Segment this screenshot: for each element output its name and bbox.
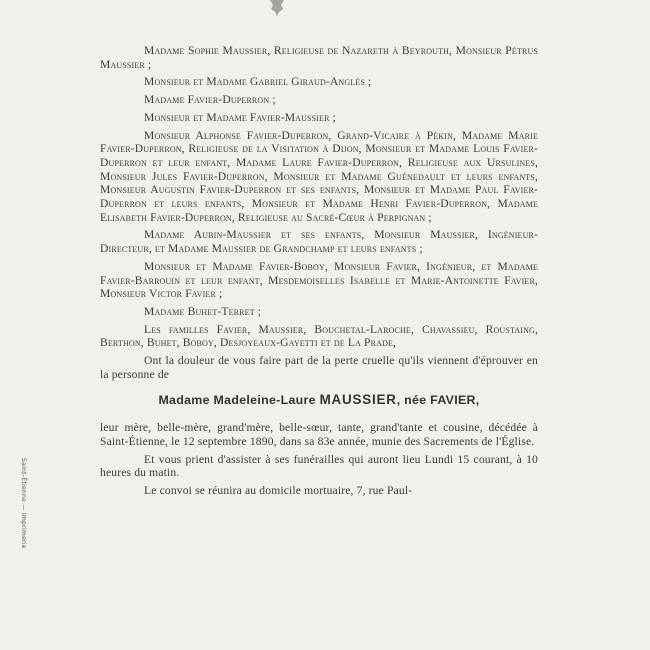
paragraph: leur mère, belle-mère, grand'mère, belle-sœur, tante, grand'tante et cousine, décédée à Saint-Étienne, le 12 septembre 1890, dans sa 83e année, munie des Sacrements de l'Église. xyxy=(100,421,538,448)
paragraph: Monsieur et Madame Favier-Boboy, Monsieur Favier, Ingénieur, et Madame Favier-Barrouin et leur enfant, Mesdemoiselles Isabelle et Marie-Antoinette Favier, Monsieur Victor Favier ; xyxy=(100,259,538,301)
paragraph: Monsieur et Madame Gabriel Giraud-Anglès ; xyxy=(144,75,372,89)
paragraph: Le convoi se réunira au domicile mortuaire, 7, rue Paul- xyxy=(144,483,413,497)
paragraph: Ont la douleur de vous faire part de la perte cruelle qu'ils viennent d'éprouver en la personne de xyxy=(100,354,538,381)
deceased-suffix: , née FAVIER, xyxy=(396,393,480,408)
announcement-body xyxy=(100,44,538,502)
paragraph: Monsieur Alphonse Favier-Duperron, Grand-Vicaire à Pékin, Madame Marie Favier-Duperron, Religieuse de la Visitation à Dijon, Monsieur et Madame Louis Favier-Duperron et leur enfant, Madame Laure Favier-Duperron, Religieuse aux Ursulines, Monsieur Jules Favier-Duperron, Monsieur et Madame Guénedault et leurs enfants, Monsieur Augustin Favier-Duperron et ses enfants, Monsieur et Madame Paul Favier-Duperron et leurs enfants, Monsieur et Madame Henri Favier-Duperron, Madame Elisabeth Favier-Duperron, Religieuse au Sacré-Cœur à Perpignan ; xyxy=(100,128,538,224)
cross-ornament-icon xyxy=(266,0,288,16)
paragraph: Madame Aubin-Maussier et ses enfants, Monsieur Maussier, Ingénieur-Directeur, et Madame Maussier de Grandchamp et leurs enfants ; xyxy=(100,228,538,256)
deceased-name xyxy=(100,393,538,408)
deceased-surname: MAUSSIER xyxy=(319,392,397,408)
paragraph: Les familles Favier, Maussier, Bouchetal-Laroche, Chavassieu, Roustaing, Berthon, Buhet, Boboy, Desjoyeaux-Gayetti et de La Prade, xyxy=(100,322,538,350)
printer-margin-note xyxy=(17,458,31,578)
paragraph: Monsieur et Madame Favier-Maussier ; xyxy=(144,110,336,124)
paragraph: Madame Buhet-Terret ; xyxy=(144,304,262,318)
deceased-prefix: Madame Madeleine-Laure xyxy=(158,393,320,408)
paragraph: Madame Favier-Duperron ; xyxy=(144,93,276,107)
paragraph: Et vous prient d'assister à ses funérailles qui auront lieu Lundi 15 courant, à 10 heures du matin. xyxy=(100,452,538,480)
paragraph: Madame Sophie Maussier, Religieuse de Nazareth à Beyrouth, Monsieur Pétrus Maussier ; xyxy=(100,44,538,71)
margin-note-text: Saint-Étienne — Imprimerie xyxy=(20,458,27,549)
